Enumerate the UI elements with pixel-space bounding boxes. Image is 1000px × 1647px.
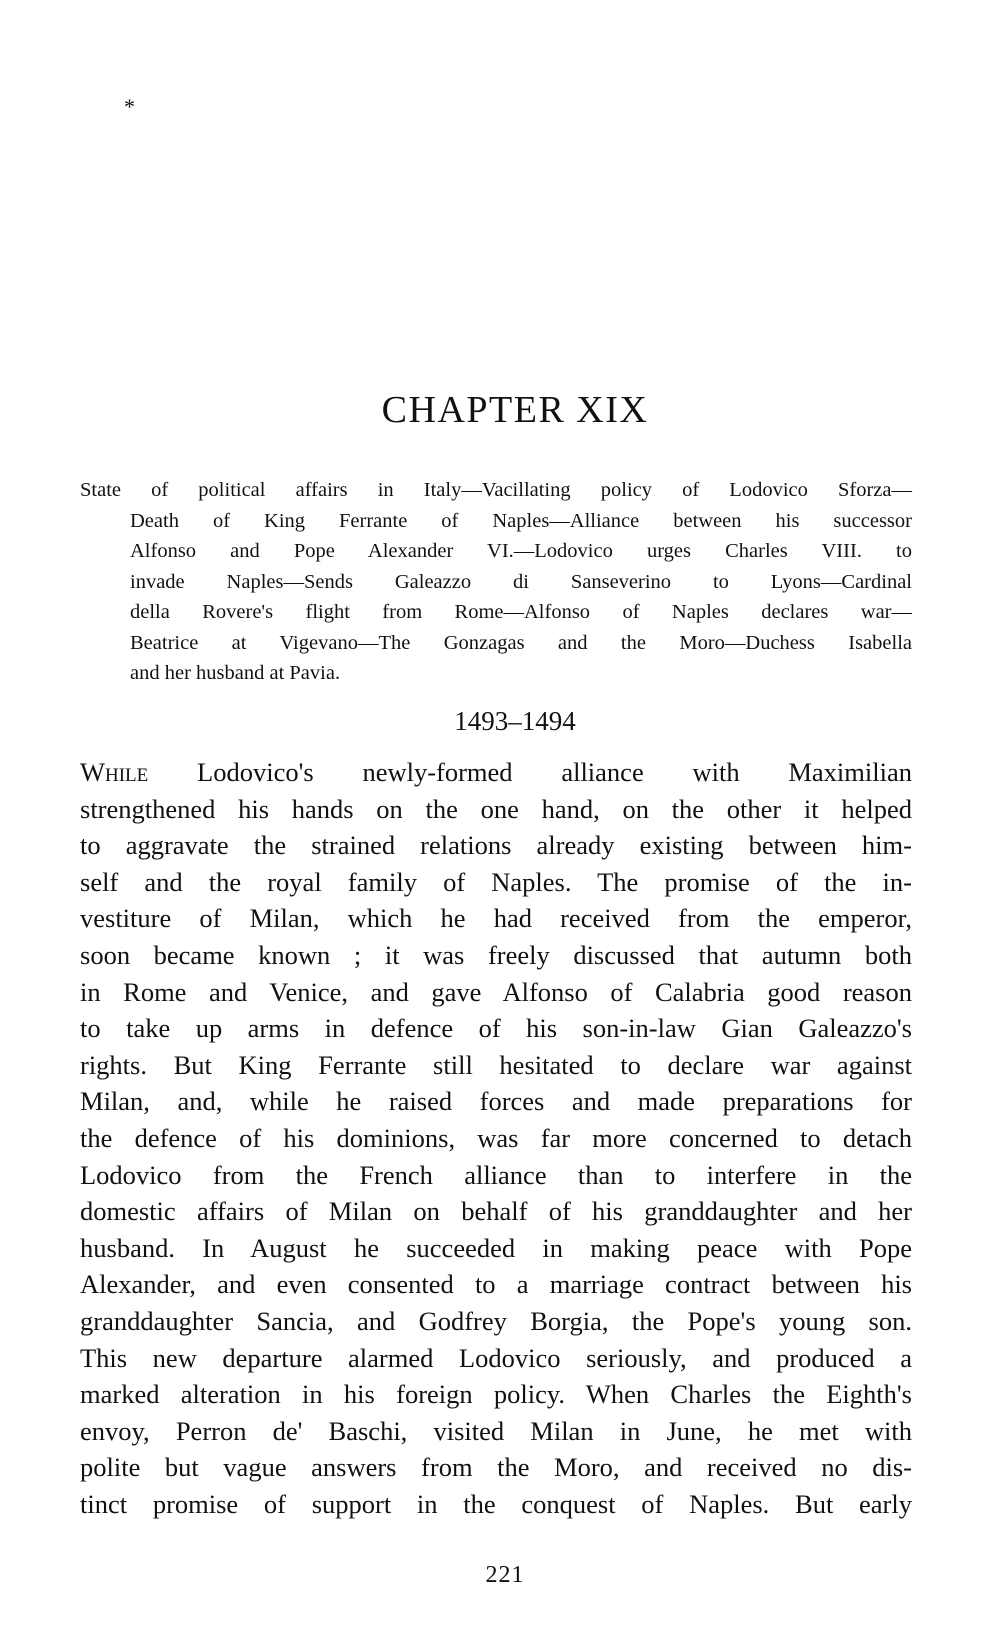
ornament-mark: * [124, 94, 135, 119]
body-line: envoy, Perron de' Baschi, visited Milan in June, he met with [80, 1415, 912, 1446]
body-line: the defence of his dominions, was far more concerned to detach [80, 1122, 912, 1153]
body-line: vestiture of Milan, which he had received from the emperor, [80, 903, 912, 934]
synopsis-line: Alfonso and Pope Alexander VI.—Lodovico urges Charles VIII. to [130, 540, 912, 562]
synopsis-line: and her husband at Pavia. [130, 662, 341, 684]
body-line: polite but vague answers from the Moro, and received no dis- [80, 1452, 912, 1483]
body-line: husband. In August he succeeded in making peace with Pope [80, 1232, 912, 1263]
synopsis-line: Death of King Ferrante of Naples—Alliance between his successor [130, 509, 912, 532]
body-line: granddaughter Sancia, and Godfrey Borgia, the Pope's young son. [80, 1305, 912, 1336]
chapter-synopsis [80, 475, 912, 689]
drop-word: While [80, 757, 149, 787]
first-line-rest: Lodovico's newly-formed alliance with Maximilian [148, 757, 912, 787]
synopsis-line: State of political affairs in Italy—Vacillating policy of Lodovico Sforza— [80, 479, 912, 501]
body-line: tinct promise of support in the conquest of Naples. But early [80, 1488, 912, 1519]
body-line: Milan, and, while he raised forces and made preparations for [80, 1086, 912, 1117]
chapter-dates: 1493–1494 [454, 706, 576, 736]
body-line: marked alteration in his foreign policy. When Charles the Eighth's [80, 1379, 912, 1410]
synopsis-line: Beatrice at Vigevano—The Gonzagas and the Moro—Duchess Isabella [130, 631, 912, 654]
body-line: Lodovico from the French alliance than to interfere in the [80, 1159, 912, 1190]
body-line: soon became known ; it was freely discussed that autumn both [80, 939, 912, 970]
body-line: strengthened his hands on the one hand, on the other it helped [80, 793, 912, 824]
synopsis-line: invade Naples—Sends Galeazzo di Sanseverino to Lyons—Cardinal [130, 570, 912, 593]
body-line: Alexander, and even consented to a marriage contract between his [80, 1269, 912, 1300]
body-text [80, 754, 912, 1522]
body-line: rights. But King Ferrante still hesitated to declare war against [80, 1049, 912, 1080]
chapter-title: CHAPTER XIX [381, 389, 649, 431]
body-line: domestic affairs of Milan on behalf of his granddaughter and her [80, 1196, 912, 1227]
body-line: to aggravate the strained relations already existing between him- [80, 830, 912, 861]
body-line [80, 754, 912, 791]
synopsis-line: della Rovere's flight from Rome—Alfonso of Naples declares war— [130, 601, 912, 623]
body-line: self and the royal family of Naples. The promise of the in- [80, 866, 912, 897]
body-line: This new departure alarmed Lodovico seriously, and produced a [80, 1342, 912, 1373]
body-line: in Rome and Venice, and gave Alfonso of Calabria good reason [80, 976, 912, 1007]
page-number: 221 [485, 1562, 525, 1588]
body-line: to take up arms in defence of his son-in-law Gian Galeazzo's [80, 1013, 912, 1044]
